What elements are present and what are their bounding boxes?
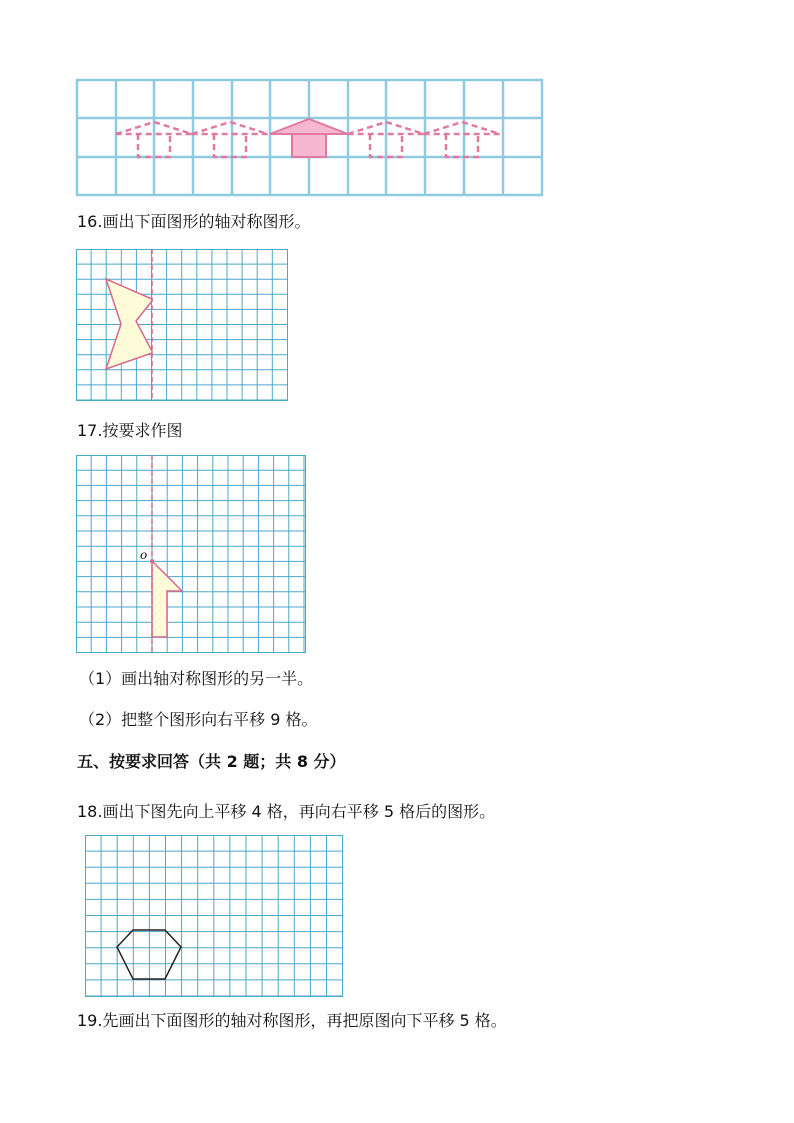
solid-umbrella: [270, 119, 348, 157]
dashed-umbrella-4: [424, 122, 500, 157]
question-16: 16.画出下面图形的轴对称图形。: [77, 212, 311, 231]
figure-q17-grid: [76, 455, 306, 653]
question-19: 19.先画出下面图形的轴对称图形，再把原图向下平移 5 格。: [77, 1011, 507, 1030]
q16-grid: [76, 249, 288, 401]
point-o: [150, 559, 154, 563]
dashed-umbrella-2: [192, 122, 268, 157]
question-17-part-1: （1）画出轴对称图形的另一半。: [79, 669, 314, 688]
question-18: 18.画出下图先向上平移 4 格，再向右平移 5 格后的图形。: [77, 802, 496, 821]
question-17: 17.按要求作图: [77, 421, 183, 440]
question-17-part-2: （2）把整个图形向右平移 9 格。: [79, 710, 318, 729]
figure-q16-grid: [76, 249, 288, 401]
origin-label: o: [140, 548, 148, 562]
q18-grid: [85, 835, 343, 997]
figure-q18-grid: [85, 835, 343, 997]
q17-grid: [76, 455, 306, 653]
figure-umbrella-translation: [76, 79, 544, 197]
section-5-heading: 五、按要求回答（共 2 题；共 8 分）: [77, 752, 346, 771]
